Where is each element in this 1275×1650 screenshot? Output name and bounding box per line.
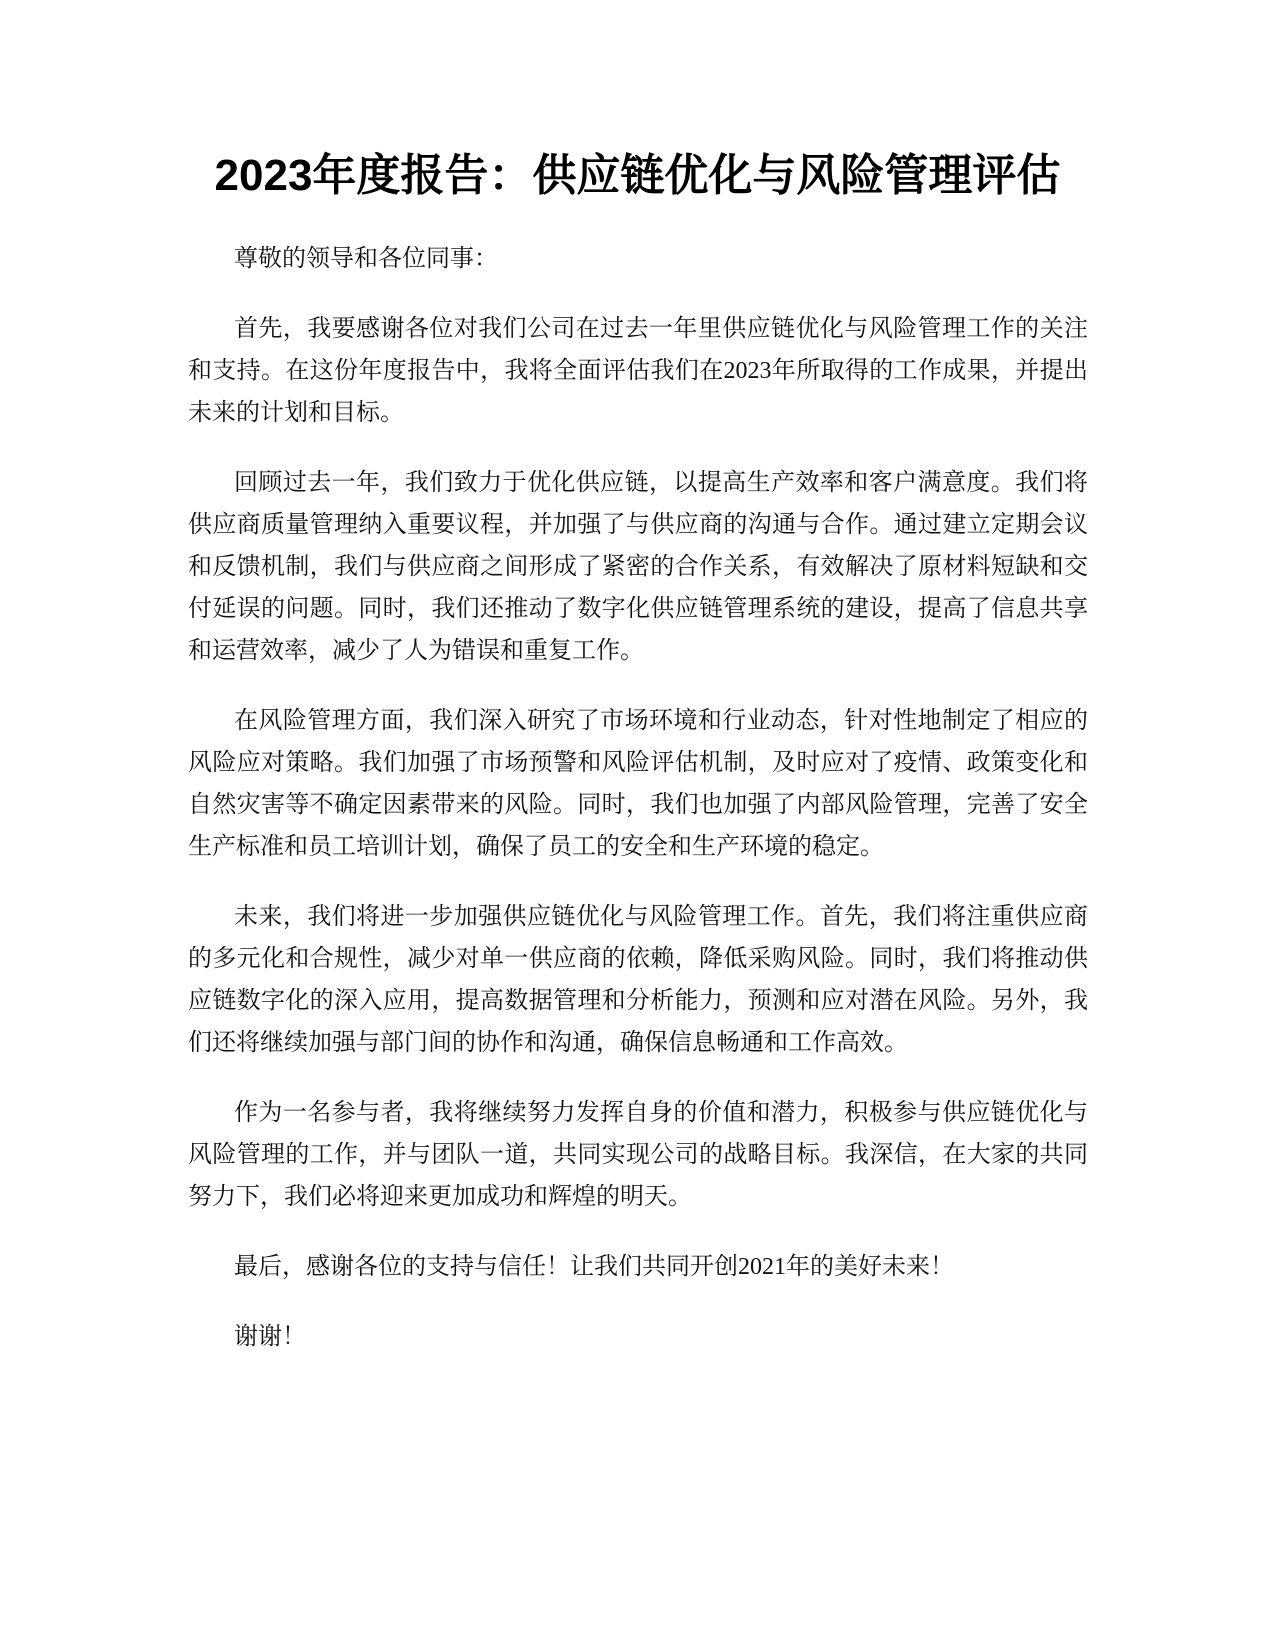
closing-line: 最后，感谢各位的支持与信任！让我们共同开创2021年的美好未来！ <box>234 1254 954 1280</box>
paragraph-intro: 首先，我要感谢各位对我们公司在过去一年里供应链优化与风险管理工作的关注和支持。在这份年度报告中，我将全面评估我们在2023年所取得的工作成果，并提出未来的计划和目标。 <box>188 316 1088 426</box>
paragraph-commitment: 作为一名参与者，我将继续努力发挥自身的价值和潜力，积极参与供应链优化与风险管理的工作，并与团队一道，共同实现公司的战略目标。我深信，在大家的共同努力下，我们必将迎来更加成功和辉煌的明天。 <box>188 1100 1088 1210</box>
paragraph-review: 回顾过去一年，我们致力于优化供应链，以提高生产效率和客户满意度。我们将供应商质量管理纳入重要议程，并加强了与供应商的沟通与合作。通过建立定期会议和反馈机制，我们与供应商之间形成了紧密的合作关系，有效解决了原材料短缺和交付延误的问题。同时，我们还推动了数字化供应链管理系统的建设，提高了信息共享和运营效率，减少了人为错误和重复工作。 <box>188 470 1088 664</box>
salutation: 尊敬的领导和各位同事： <box>234 246 498 272</box>
document-title: 2023年度报告：供应链优化与风险管理评估 <box>214 151 1061 200</box>
thanks-line: 谢谢！ <box>234 1324 306 1350</box>
document-body <box>188 238 1088 1386</box>
paragraph-risk-management: 在风险管理方面，我们深入研究了市场环境和行业动态，针对性地制定了相应的风险应对策略。我们加强了市场预警和风险评估机制，及时应对了疫情、政策变化和自然灾害等不确定因素带来的风险。同时，我们也加强了内部风险管理，完善了安全生产标准和员工培训计划，确保了员工的安全和生产环境的稳定。 <box>188 708 1088 860</box>
paragraph-future-plans: 未来，我们将进一步加强供应链优化与风险管理工作。首先，我们将注重供应商的多元化和合规性，减少对单一供应商的依赖，降低采购风险。同时，我们将推动供应链数字化的深入应用，提高数据管理和分析能力，预测和应对潜在风险。另外，我们还将继续加强与部门间的协作和沟通，确保信息畅通和工作高效。 <box>188 904 1088 1056</box>
